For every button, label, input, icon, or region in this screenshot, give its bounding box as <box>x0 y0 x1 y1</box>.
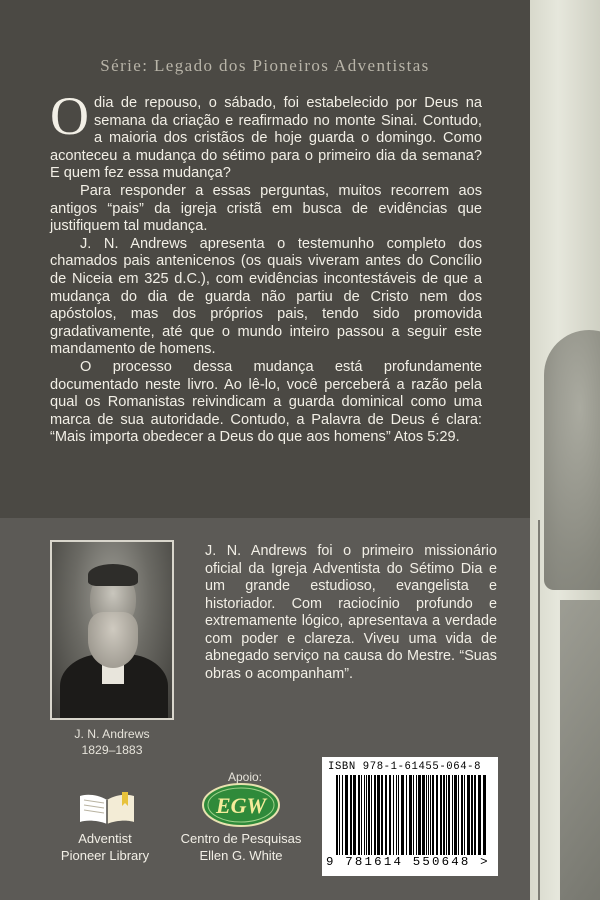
barcode-bar <box>401 775 404 855</box>
barcode-digits: 9 781614 550648 > <box>326 855 490 869</box>
cover-illustration-strip <box>530 0 600 900</box>
barcode-bar <box>443 775 445 855</box>
egw-logo-text: EGW <box>215 793 267 818</box>
portrait-beard <box>88 612 138 668</box>
barcode-bar <box>446 775 447 855</box>
barcode-bars <box>336 775 488 855</box>
barcode-bar <box>396 775 397 855</box>
barcode-bar <box>448 775 450 855</box>
barcode-bar <box>426 775 427 855</box>
author-name: J. N. Andrews <box>74 727 150 741</box>
author-bio: J. N. Andrews foi o primeiro missionário oficial da Igreja Adventista do Sétimo Dia e um grande estudioso, evangelista e historiador. Com raciocínio profundo e extremamente lógico, apresentava a verdade com poder e clareza. Viveu uma vida de abnegado serviço na causa do Mestre. “Suas obras o acompanham”. <box>205 543 497 682</box>
barcode-bar <box>353 775 356 855</box>
barcode-bar <box>368 775 370 855</box>
synopsis-paragraph: J. N. Andrews apresenta o testemunho completo dos chamados pais antenicenos (os quais viveram antes do Concílio de Niceia em 325 d.C.), com evidências incontestáveis de que a mudança do dia de guarda não partiu de Cristo nem dos apóstolos, mas dos próprios pais, tendo sido promovida gradativamente, até que o mundo inteiro passou a seguir este mandamento de homens. <box>50 235 482 358</box>
barcode-bar <box>458 775 459 855</box>
open-book-icon <box>62 790 152 826</box>
barcode-bar <box>377 775 380 855</box>
barcode-bar <box>454 775 457 855</box>
barcode-bar <box>361 775 362 855</box>
barcode-bar <box>371 775 372 855</box>
barcode-bar <box>478 775 481 855</box>
barcode-bar <box>428 775 429 855</box>
egw-logo <box>200 782 282 828</box>
barcode-bar <box>461 775 463 855</box>
barcode-bar <box>432 775 434 855</box>
support-label: Apoio: <box>227 770 263 784</box>
barcode-bar <box>374 775 376 855</box>
barcode-bar <box>339 775 340 855</box>
publisher-name: Adventist Pioneer Library <box>60 831 150 863</box>
barcode-bar <box>406 775 407 855</box>
barcode-bar <box>409 775 412 855</box>
isbn-barcode <box>322 757 498 876</box>
barcode-bar <box>385 775 387 855</box>
barcode-bar <box>471 775 473 855</box>
barcode-bar <box>350 775 352 855</box>
barcode-bar <box>467 775 470 855</box>
barcode-bar <box>381 775 383 855</box>
barcode-bar <box>430 775 431 855</box>
barcode-bar <box>413 775 414 855</box>
barcode-bar <box>452 775 453 855</box>
illustration-line <box>538 520 540 900</box>
barcode-bar <box>364 775 365 855</box>
barcode-bar <box>483 775 486 855</box>
dropcap: O <box>50 86 89 146</box>
synopsis-paragraph: O processo dessa mudança está profundamente documentado neste livro. Ao lê-lo, você perceberá a razão pela qual os Romanistas reivindicam a guarda dominical como uma marca de sua autoridade. Contudo, a Palavra de Deus é clara: “Mais importa obedecer a Deus do que aos homens” Atos 5:29. <box>50 358 482 446</box>
partner-name: Centro de Pesquisas Ellen G. White <box>180 831 302 863</box>
barcode-bar <box>418 775 421 855</box>
barcode-bar <box>422 775 425 855</box>
barcode-bar <box>436 775 438 855</box>
synopsis-paragraph: Para responder a essas perguntas, muitos recorrem aos antigos “pais” da igreja cristã em busca de evidências que justifiquem tal mudança. <box>50 182 482 235</box>
author-dates: 1829–1883 <box>81 743 143 757</box>
synopsis-paragraph: Odia de repouso, o sábado, foi estabelecido por Deus na semana da criação e reafirmado no monte Sinai. Contudo, a maioria dos cristãos de hoje guarda o domingo. Como aconteceu a mudança do sétimo para o primeiro dia da semana? E quem fez essa mudança? <box>50 86 482 182</box>
illustration-figure <box>544 330 600 590</box>
illustration-figure <box>560 600 600 900</box>
barcode-bar <box>366 775 367 855</box>
barcode-bar <box>464 775 465 855</box>
barcode-bar <box>440 775 442 855</box>
synopsis-text <box>50 86 482 447</box>
barcode-bar <box>398 775 399 855</box>
barcode-bar <box>358 775 360 855</box>
barcode-bar <box>474 775 476 855</box>
barcode-bar <box>345 775 348 855</box>
author-portrait <box>50 540 174 720</box>
isbn-label: ISBN 978-1-61455-064-8 <box>328 761 482 773</box>
barcode-bar <box>389 775 391 855</box>
barcode-bar <box>416 775 417 855</box>
portrait-caption <box>50 726 174 758</box>
series-title: Série: Legado dos Pioneiros Adventistas <box>100 56 430 75</box>
portrait-hair <box>88 564 138 586</box>
barcode-bar <box>342 775 343 855</box>
barcode-bar <box>393 775 394 855</box>
barcode-bar <box>336 775 338 855</box>
